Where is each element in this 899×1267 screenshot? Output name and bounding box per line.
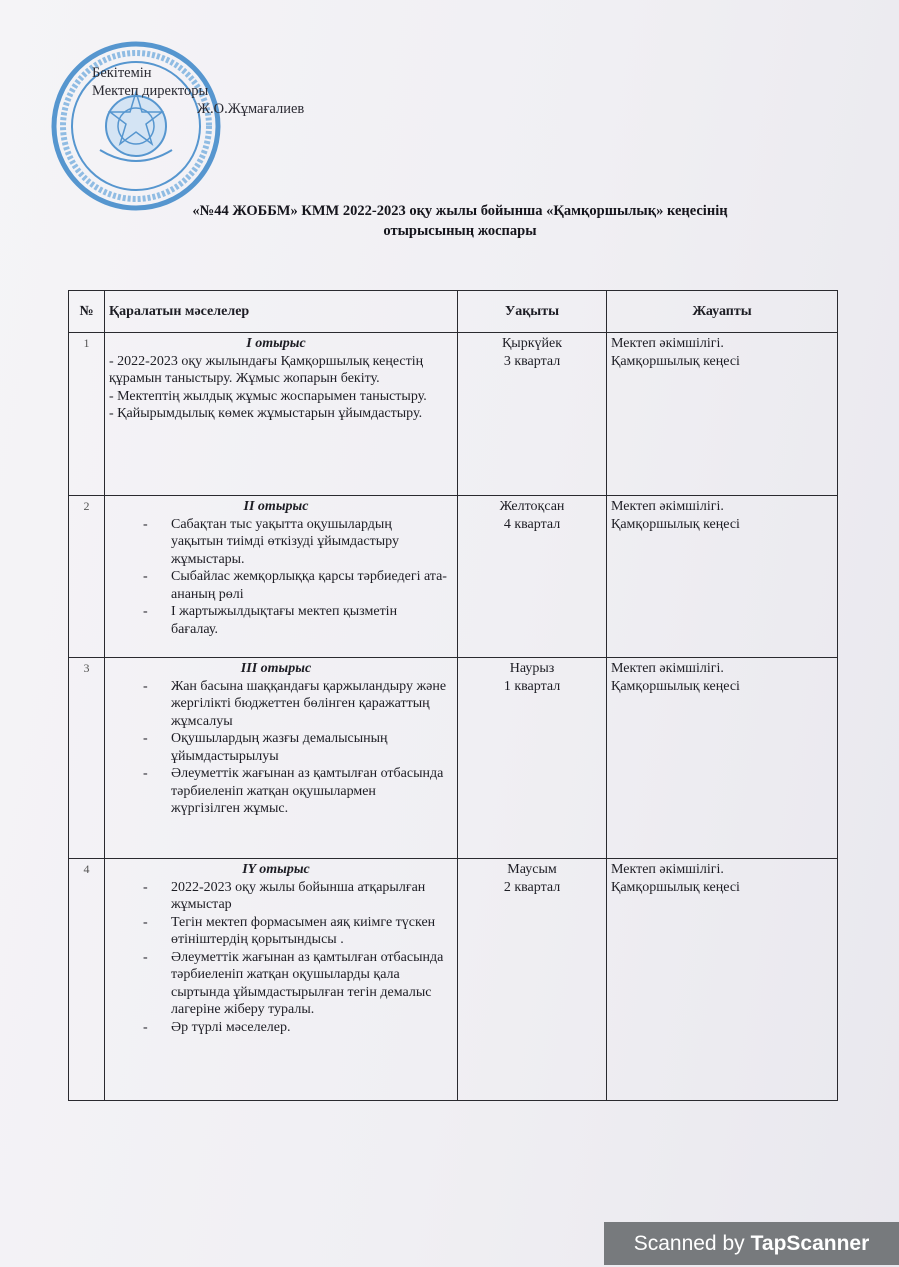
responsible-line: Қамқоршылық кеңесі <box>611 678 740 694</box>
topic-item: - Сабақтан тыс уақытта оқушылардың уақытын тиімді өткізуді ұйымдастыру жұмыстары. <box>109 516 447 569</box>
approval-position: Мектеп директоры <box>92 83 209 99</box>
session-title: I отырыс <box>246 336 306 351</box>
responsible-cell <box>607 658 838 859</box>
header-topics: Қаралатын мәселелер <box>105 291 458 333</box>
responsible-cell <box>607 333 838 496</box>
time-cell <box>458 496 607 658</box>
responsible-line: Қамқоршылық кеңесі <box>611 879 740 895</box>
responsible-line: Мектеп әкімшілігі. <box>611 499 724 514</box>
header-number: № <box>69 291 105 333</box>
topics-cell <box>105 333 458 496</box>
topic-item: - Әлеуметтік жағынан аз қамтылған отбасында тәрбиеленіп жатқан оқушылармен жүргізілген жұмыс. <box>109 765 447 818</box>
responsible-line: Мектеп әкімшілігі. <box>611 862 724 877</box>
topics-cell <box>105 658 458 859</box>
session-title: IY отырыс <box>242 862 310 877</box>
document-title <box>100 201 820 241</box>
table-header-row <box>69 291 838 333</box>
topic-item: - Тегін мектеп формасымен аяқ киімге түскен өтініштердің қорытындысы . <box>109 914 447 949</box>
session-title: II отырыс <box>243 499 309 514</box>
scanner-watermark-badge <box>604 1222 899 1265</box>
month: Желтоқсан <box>499 499 565 514</box>
table-row <box>69 496 838 658</box>
director-signature-name: Ж.О.Жұмағалиев <box>197 101 305 117</box>
row-number: 3 <box>69 658 105 859</box>
row-number: 2 <box>69 496 105 658</box>
time-cell <box>458 859 607 1101</box>
topics-cell <box>105 859 458 1101</box>
approval-line: Бекітемін <box>92 65 152 81</box>
responsible-line: Қамқоршылық кеңесі <box>611 353 740 369</box>
month: Қыркүйек <box>501 336 563 351</box>
topic-item: - 2022-2023 оқу жылы бойынша атқарылған жұмыстар <box>109 879 447 914</box>
header-time: Уақыты <box>458 291 607 333</box>
quarter: 2 квартал <box>503 879 561 895</box>
responsible-cell <box>607 859 838 1101</box>
time-cell <box>458 658 607 859</box>
responsible-line: Қамқоршылық кеңесі <box>611 516 740 532</box>
table-row <box>69 333 838 496</box>
quarter: 4 квартал <box>503 516 561 532</box>
badge-brand: TapScanner <box>750 1231 870 1255</box>
table-row <box>69 859 838 1101</box>
approval-block <box>92 64 304 118</box>
topic-item: - Әлеуметтік жағынан аз қамтылған отбасында тәрбиеленіп жатқан оқушыларды қала сыртында ұйымдастырылған тегін демалыс лагеріне жіберу туралы. <box>109 949 447 1019</box>
responsible-line: Мектеп әкімшілігі. <box>611 661 724 676</box>
topic-item: - Сыбайлас жемқорлыққа қарсы тәрбиедегі ата-ананың рөлі <box>109 568 447 603</box>
plan-table <box>68 290 838 1101</box>
responsible-cell <box>607 496 838 658</box>
topic-item: - Әр түрлі мәселелер. <box>109 1019 447 1037</box>
title-line-1: «№44 ЖОББМ» КММ 2022-2023 оқу жылы бойынша «Қамқоршылық» кеңесінің <box>192 203 728 219</box>
title-line-2: отырысының жоспары <box>383 223 537 239</box>
topic-item: - Жан басына шаққандағы қаржыландыру және жергілікті бюджеттен бөлінген қаражаттың жұмсалуы <box>109 678 447 731</box>
time-cell <box>458 333 607 496</box>
badge-prefix: Scanned by <box>633 1231 745 1255</box>
topic-item: - Оқушылардың жазғы демалысының ұйымдастырылуы <box>109 730 447 765</box>
row-number: 4 <box>69 859 105 1101</box>
topic-item: - 2022-2023 оқу жылындағы Қамқоршылық кеңестің құрамын таныстыру. Жұмыс жопарын бекіту. <box>109 353 424 386</box>
row-number: 1 <box>69 333 105 496</box>
quarter: 1 квартал <box>503 678 561 694</box>
responsible-line: Мектеп әкімшілігі. <box>611 336 724 351</box>
topic-item: - Мектептің жылдық жұмыс жоспарымен таныстыру. <box>109 388 427 404</box>
month: Маусым <box>507 862 557 877</box>
quarter: 3 квартал <box>503 353 561 369</box>
topic-item: - Қайырымдылық көмек жұмыстарын ұйымдастыру. <box>109 406 423 421</box>
month: Наурыз <box>509 661 555 676</box>
session-title: III отырыс <box>240 661 312 676</box>
table-row <box>69 658 838 859</box>
topics-cell <box>105 496 458 658</box>
topic-item: - I жартыжылдықтағы мектеп қызметін бағалау. <box>109 603 447 638</box>
header-responsible: Жауапты <box>607 291 838 333</box>
